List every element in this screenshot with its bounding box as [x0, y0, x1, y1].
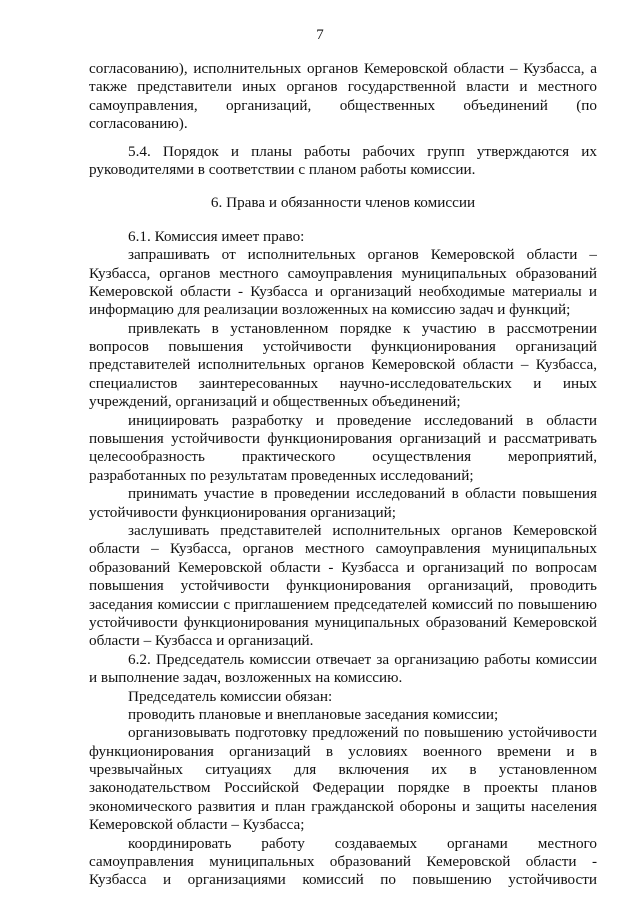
page-number: 7	[316, 27, 324, 43]
text-line: вопросов повышения устойчивости функционирования организаций	[89, 338, 597, 356]
text-line: целесообразность практического осуществления мероприятий,	[89, 448, 597, 466]
text-line: разработанных по результатам проведенных исследований;	[89, 466, 474, 484]
text-line: согласованию).	[89, 115, 188, 133]
text-line: принимать участие в проведении исследований в области повышения	[128, 485, 597, 503]
text-line: проводить плановые и внеплановые заседания комиссии;	[128, 705, 499, 723]
text-line: специалистов заинтересованных научно-исследовательских и иных	[89, 374, 597, 392]
text-line: координировать работу создаваемых органами местного	[128, 834, 597, 852]
text-line: самоуправления, организаций, общественных объединений (по	[89, 96, 597, 114]
text-line: привлекать в установленном порядке к участию в рассмотрении	[128, 319, 597, 337]
text-line: информацию для реализации возложенных на комиссию задач и функций;	[89, 301, 571, 319]
text-line: повышения устойчивости функционирования организаций, проводить	[89, 577, 597, 595]
document-body	[89, 60, 597, 890]
text-line: также представители иных органов государственной власти и местного	[89, 78, 597, 96]
text-line: законодательством Российской Федерации порядке в проекты планов	[89, 779, 597, 797]
text-line: области – Кузбасса и организаций.	[89, 632, 314, 650]
text-line: устойчивости функционирования муниципальных образований Кемеровской	[89, 613, 597, 631]
text-line: 6.1. Комиссия имеет право:	[128, 227, 305, 245]
text-line: чрезвычайных ситуациях для включения их в установленном	[89, 761, 597, 779]
text-line: заслушивать представителей исполнительных органов Кемеровской	[128, 521, 597, 539]
text-line: учреждений, организаций и общественных объединений;	[89, 393, 461, 411]
text-line: согласованию), исполнительных органов Кемеровской области – Кузбасса, а	[89, 60, 597, 77]
text-line: запрашивать от исполнительных органов Кемеровской области –	[128, 246, 597, 264]
text-line: экономического развития и план гражданской обороны и защиты населения	[89, 797, 597, 815]
section-heading: 6. Права и обязанности членов комиссии	[210, 194, 476, 212]
text-line: Кузбасса и организациями комиссий по повышению устойчивости	[89, 871, 597, 889]
text-line: заседания комиссии с приглашением председателей комиссий по повышению	[89, 595, 597, 613]
text-line: Кемеровской области – Кузбасса;	[89, 816, 305, 834]
text-line: повышения устойчивости функционирования организаций и рассматривать	[89, 430, 597, 448]
text-line: представителей исполнительных органов Кемеровской области – Кузбасса,	[89, 356, 597, 374]
text-line: организовывать подготовку предложений по повышению устойчивости	[128, 724, 597, 742]
text-line: функционирования организаций в условиях военного времени и в	[89, 742, 597, 760]
text-line: и выполнение задач, возложенных на комиссию.	[89, 669, 403, 687]
text-line: области – Кузбасса, органов местного самоуправления муниципальных	[89, 540, 597, 558]
text-line: устойчивости функционирования организаций;	[89, 503, 396, 521]
text-line: инициировать разработку и проведение исследований в области	[128, 411, 597, 429]
text-line: образований Кемеровской области - Кузбасса и организаций по вопросам	[89, 558, 597, 576]
text-line: 6.2. Председатель комиссии отвечает за организацию работы комиссии	[128, 650, 597, 668]
text-line: Председатель комиссии обязан:	[128, 687, 333, 705]
text-line: Кузбасса, органов местного самоуправления муниципальных образований	[89, 264, 597, 282]
text-line: 5.4. Порядок и планы работы рабочих групп утверждаются их	[128, 142, 597, 160]
text-line: самоуправления муниципальных образований Кемеровской области -	[89, 853, 597, 871]
text-line: руководителями в соответствии с планом работы комиссии.	[89, 160, 476, 178]
text-line: Кемеровской области - Кузбасса и организаций необходимые материалы и	[89, 282, 597, 300]
